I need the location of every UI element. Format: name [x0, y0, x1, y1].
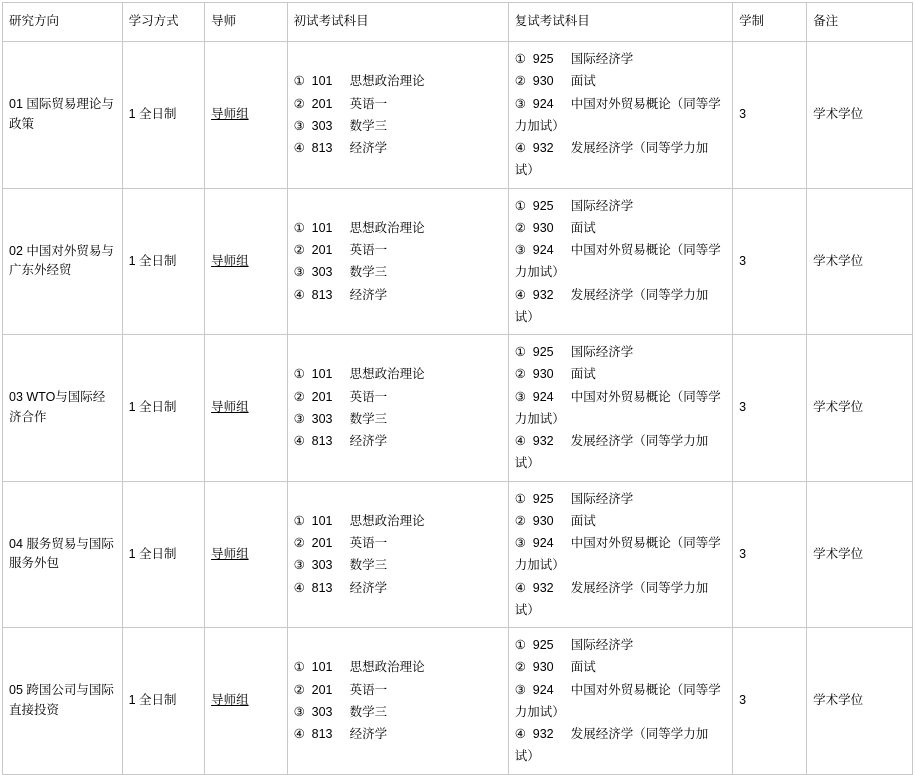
subject-name: 面试: [570, 74, 596, 89]
item-number: ③: [514, 389, 526, 404]
subject-code: 930: [532, 74, 554, 89]
cell-program-length: 3: [733, 481, 807, 628]
second-exam-item: [515, 386, 726, 431]
item-number: ④: [514, 580, 526, 595]
first-exam-item: [294, 239, 502, 261]
second-exam-item: [515, 341, 726, 363]
subject-name: 思想政治理论: [349, 220, 425, 235]
subject-name: 数学三: [349, 704, 388, 719]
subject-code: 924: [532, 536, 554, 550]
table-body: [3, 42, 913, 775]
first-exam-list: [294, 656, 502, 745]
cell-second-exam-subjects: [508, 628, 732, 775]
cell-remarks: 学术学位: [807, 628, 913, 775]
cell-tutor: [205, 628, 288, 775]
first-exam-item: [294, 656, 502, 678]
subject-code: 924: [532, 243, 554, 257]
cell-second-exam-subjects: [508, 335, 732, 482]
subject-name: 国际经济学: [570, 198, 634, 213]
subject-code: 924: [532, 96, 554, 111]
subject-name: 经济学: [349, 434, 388, 448]
subject-code: 924: [532, 389, 554, 404]
first-exam-item: [294, 363, 502, 385]
subject-code: 932: [532, 141, 554, 155]
tutor-group-link[interactable]: 导师组: [211, 253, 249, 268]
item-number: ④: [514, 141, 526, 155]
item-number: ③: [293, 411, 305, 426]
item-number: ③: [514, 536, 526, 550]
second-exam-item: [515, 634, 726, 656]
item-number: ③: [293, 558, 305, 573]
second-exam-list: [515, 195, 726, 329]
item-number: ②: [293, 96, 305, 111]
second-exam-item: [515, 195, 726, 217]
first-exam-item: [294, 430, 502, 452]
header-research-direction: 研究方向: [3, 3, 123, 42]
subject-name: 英语一: [349, 536, 388, 550]
subject-code: 924: [532, 682, 554, 697]
item-number: ②: [514, 74, 526, 89]
cell-program-length: 3: [733, 335, 807, 482]
subject-code: 932: [532, 727, 554, 741]
subject-name: 思想政治理论: [349, 74, 425, 89]
first-exam-item: [294, 554, 502, 576]
subject-code: 303: [311, 411, 333, 426]
item-number: ②: [293, 243, 305, 257]
subject-name: 发展经济学（同等学力加试）: [514, 434, 709, 471]
header-row: [3, 3, 913, 42]
item-number: ①: [514, 52, 526, 66]
tutor-group-link[interactable]: 导师组: [211, 546, 249, 561]
item-number: ①: [514, 198, 526, 213]
subject-code: 303: [311, 265, 333, 280]
subject-name: 经济学: [349, 141, 388, 155]
subject-code: 101: [311, 513, 333, 528]
item-number: ④: [514, 434, 526, 448]
item-number: ④: [293, 141, 305, 155]
item-number: ③: [293, 118, 305, 133]
subject-code: 101: [311, 660, 333, 675]
subject-name: 面试: [570, 220, 596, 235]
subject-code: 101: [311, 220, 333, 235]
subject-name: 中国对外贸易概论（同等学力加试）: [514, 682, 721, 719]
item-number: ①: [293, 660, 305, 675]
cell-program-length: 3: [733, 188, 807, 335]
subject-code: 932: [532, 434, 554, 448]
first-exam-item: [294, 386, 502, 408]
cell-program-length: 3: [733, 628, 807, 775]
subject-name: 国际经济学: [570, 491, 634, 506]
item-number: ③: [293, 265, 305, 280]
subject-name: 国际经济学: [570, 345, 634, 359]
header-tutor: 导师: [205, 3, 288, 42]
item-number: ③: [514, 96, 526, 111]
subject-code: 813: [311, 287, 333, 302]
second-exam-item: [515, 430, 726, 475]
subject-name: 面试: [570, 367, 596, 382]
item-number: ①: [293, 74, 305, 89]
second-exam-item: [515, 239, 726, 284]
item-number: ①: [514, 638, 526, 652]
first-exam-item: [294, 115, 502, 137]
subject-name: 思想政治理论: [349, 513, 425, 528]
second-exam-item: [515, 363, 726, 385]
subject-code: 303: [311, 558, 333, 573]
cell-first-exam-subjects: [287, 335, 508, 482]
tutor-group-link[interactable]: 导师组: [211, 107, 249, 122]
first-exam-item: [294, 261, 502, 283]
item-number: ①: [293, 513, 305, 528]
item-number: ④: [514, 287, 526, 302]
second-exam-item: [515, 679, 726, 724]
first-exam-list: [294, 217, 502, 306]
subject-code: 813: [311, 727, 333, 741]
header-remarks: 备注: [807, 3, 913, 42]
item-number: ②: [293, 389, 305, 404]
item-number: ①: [293, 220, 305, 235]
table-row: [3, 335, 913, 482]
cell-study-mode: 1 全日制: [122, 481, 205, 628]
subject-code: 813: [311, 141, 333, 155]
item-number: ②: [293, 536, 305, 550]
second-exam-list: [515, 488, 726, 622]
item-number: ②: [514, 513, 526, 528]
subject-code: 303: [311, 118, 333, 133]
subject-code: 303: [311, 704, 333, 719]
second-exam-item: [515, 577, 726, 622]
first-exam-item: [294, 93, 502, 115]
first-exam-item: [294, 723, 502, 745]
first-exam-item: [294, 679, 502, 701]
subject-name: 面试: [570, 513, 596, 528]
item-number: ①: [514, 491, 526, 506]
subject-code: 930: [532, 660, 554, 675]
cell-second-exam-subjects: [508, 188, 732, 335]
tutor-group-link[interactable]: 导师组: [211, 400, 249, 415]
second-exam-list: [515, 48, 726, 182]
item-number: ④: [293, 580, 305, 595]
cell-study-mode: 1 全日制: [122, 335, 205, 482]
cell-second-exam-subjects: [508, 481, 732, 628]
second-exam-item: [515, 488, 726, 510]
cell-research-direction: 05 跨国公司与国际直接投资: [3, 628, 123, 775]
cell-first-exam-subjects: [287, 481, 508, 628]
subject-code: 925: [532, 52, 554, 66]
first-exam-list: [294, 363, 502, 452]
subject-name: 中国对外贸易概论（同等学力加试）: [514, 96, 721, 133]
subject-name: 国际经济学: [570, 52, 634, 66]
second-exam-item: [515, 93, 726, 138]
subject-name: 发展经济学（同等学力加试）: [514, 287, 709, 324]
tutor-group-link[interactable]: 导师组: [211, 693, 249, 708]
subject-code: 930: [532, 220, 554, 235]
subject-code: 932: [532, 580, 554, 595]
subject-name: 数学三: [349, 558, 388, 573]
first-exam-item: [294, 137, 502, 159]
subject-code: 925: [532, 198, 554, 213]
item-number: ①: [514, 345, 526, 359]
subject-name: 中国对外贸易概论（同等学力加试）: [514, 536, 721, 573]
cell-tutor: [205, 481, 288, 628]
first-exam-item: [294, 577, 502, 599]
subject-code: 201: [311, 243, 333, 257]
cell-study-mode: 1 全日制: [122, 188, 205, 335]
subject-code: 930: [532, 367, 554, 382]
cell-tutor: [205, 335, 288, 482]
item-number: ④: [293, 727, 305, 741]
cell-study-mode: 1 全日制: [122, 628, 205, 775]
cell-research-direction: 01 国际贸易理论与政策: [3, 42, 123, 189]
admission-exam-table: [2, 2, 913, 775]
cell-research-direction: 02 中国对外贸易与广东外经贸: [3, 188, 123, 335]
second-exam-item: [515, 532, 726, 577]
subject-name: 中国对外贸易概论（同等学力加试）: [514, 389, 721, 426]
subject-name: 发展经济学（同等学力加试）: [514, 727, 709, 764]
cell-tutor: [205, 188, 288, 335]
subject-name: 数学三: [349, 411, 388, 426]
first-exam-item: [294, 701, 502, 723]
second-exam-item: [515, 137, 726, 182]
cell-remarks: 学术学位: [807, 335, 913, 482]
table-row: [3, 188, 913, 335]
subject-code: 925: [532, 491, 554, 506]
subject-code: 925: [532, 638, 554, 652]
subject-name: 发展经济学（同等学力加试）: [514, 141, 709, 178]
item-number: ①: [293, 367, 305, 382]
item-number: ②: [514, 367, 526, 382]
subject-name: 发展经济学（同等学力加试）: [514, 580, 709, 617]
first-exam-item: [294, 284, 502, 306]
second-exam-item: [515, 217, 726, 239]
cell-program-length: 3: [733, 42, 807, 189]
table-row: [3, 42, 913, 189]
second-exam-list: [515, 341, 726, 475]
subject-code: 101: [311, 367, 333, 382]
item-number: ④: [514, 727, 526, 741]
subject-code: 813: [311, 434, 333, 448]
cell-second-exam-subjects: [508, 42, 732, 189]
first-exam-item: [294, 408, 502, 430]
cell-first-exam-subjects: [287, 628, 508, 775]
subject-name: 英语一: [349, 96, 388, 111]
subject-code: 813: [311, 580, 333, 595]
item-number: ②: [514, 660, 526, 675]
subject-name: 数学三: [349, 265, 388, 280]
item-number: ②: [293, 682, 305, 697]
cell-research-direction: 04 服务贸易与国际服务外包: [3, 481, 123, 628]
subject-name: 经济学: [349, 287, 388, 302]
second-exam-item: [515, 510, 726, 532]
cell-remarks: 学术学位: [807, 481, 913, 628]
item-number: ③: [514, 682, 526, 697]
cell-research-direction: 03 WTO与国际经济合作: [3, 335, 123, 482]
second-exam-item: [515, 70, 726, 92]
table-header: [3, 3, 913, 42]
subject-code: 101: [311, 74, 333, 89]
subject-name: 国际经济学: [570, 638, 634, 652]
cell-study-mode: 1 全日制: [122, 42, 205, 189]
subject-name: 经济学: [349, 727, 388, 741]
first-exam-item: [294, 510, 502, 532]
header-second-exam: 复试考试科目: [508, 3, 732, 42]
first-exam-item: [294, 217, 502, 239]
first-exam-list: [294, 70, 502, 159]
subject-code: 201: [311, 682, 333, 697]
item-number: ②: [514, 220, 526, 235]
subject-name: 英语一: [349, 243, 388, 257]
subject-code: 201: [311, 96, 333, 111]
table-row: [3, 481, 913, 628]
first-exam-list: [294, 510, 502, 599]
subject-name: 思想政治理论: [349, 660, 425, 675]
cell-remarks: 学术学位: [807, 42, 913, 189]
subject-code: 201: [311, 389, 333, 404]
subject-name: 面试: [570, 660, 596, 675]
item-number: ③: [293, 704, 305, 719]
header-program-length: 学制: [733, 3, 807, 42]
subject-code: 932: [532, 287, 554, 302]
subject-name: 经济学: [349, 580, 388, 595]
item-number: ③: [514, 243, 526, 257]
first-exam-item: [294, 532, 502, 554]
subject-name: 思想政治理论: [349, 367, 425, 382]
second-exam-item: [515, 656, 726, 678]
header-study-mode: 学习方式: [122, 3, 205, 42]
second-exam-item: [515, 723, 726, 768]
second-exam-list: [515, 634, 726, 768]
subject-name: 英语一: [349, 682, 388, 697]
cell-first-exam-subjects: [287, 42, 508, 189]
cell-first-exam-subjects: [287, 188, 508, 335]
subject-name: 数学三: [349, 118, 388, 133]
table-row: [3, 628, 913, 775]
header-first-exam: 初试考试科目: [287, 3, 508, 42]
subject-name: 中国对外贸易概论（同等学力加试）: [514, 243, 721, 280]
second-exam-item: [515, 48, 726, 70]
item-number: ④: [293, 287, 305, 302]
subject-code: 925: [532, 345, 554, 359]
subject-code: 201: [311, 536, 333, 550]
item-number: ④: [293, 434, 305, 448]
subject-code: 930: [532, 513, 554, 528]
second-exam-item: [515, 284, 726, 329]
cell-remarks: 学术学位: [807, 188, 913, 335]
first-exam-item: [294, 70, 502, 92]
cell-tutor: [205, 42, 288, 189]
subject-name: 英语一: [349, 389, 388, 404]
